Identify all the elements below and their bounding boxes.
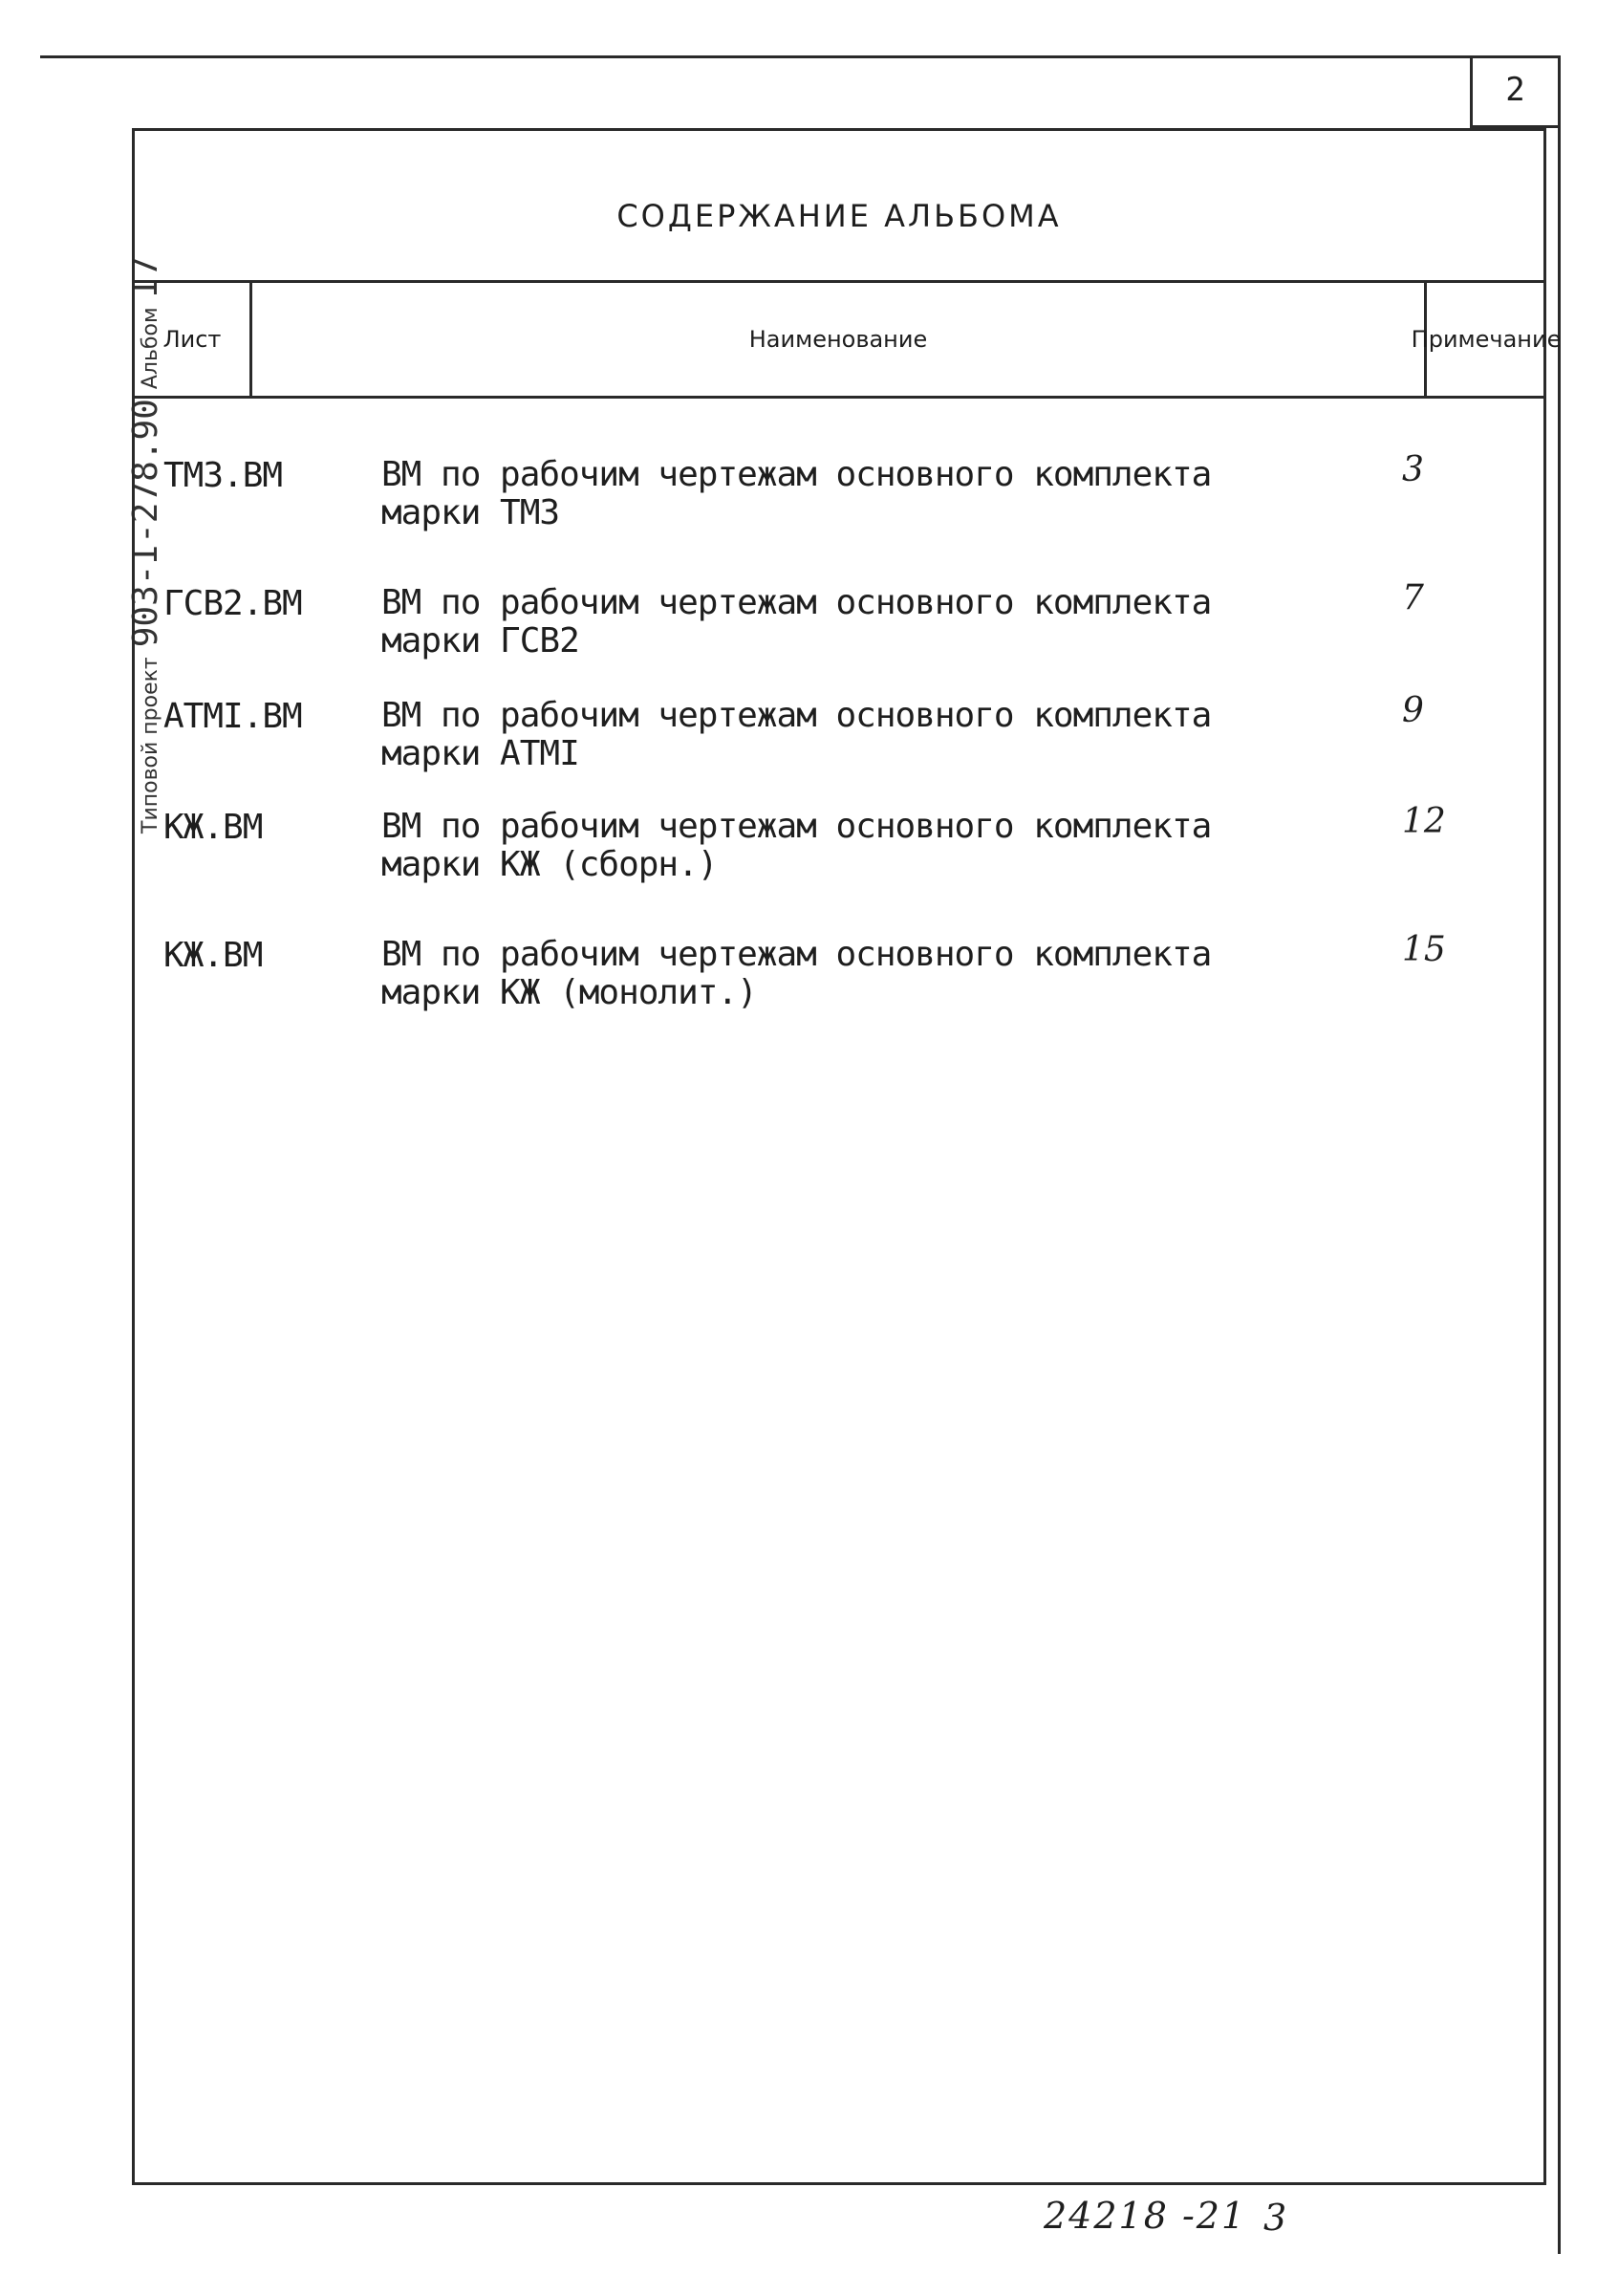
row-name [381,808,1211,884]
page-number-box [1470,55,1558,128]
side-label-album: Альбом [139,307,162,390]
page-title: СОДЕРЖАНИЕ АЛЬБОМА [616,198,1062,234]
document-page: 3 [1263,2197,1287,2239]
side-label-code: 903-I-278.90 [126,399,165,648]
row-note: 7 [1402,578,1424,617]
row-name-line1: ВМ по рабочим чертежам основного комплекта [381,935,1212,974]
row-name-line2: марки КЖ (монолит.) [381,973,757,1012]
header-note: Примечание [1411,326,1562,353]
row-name-line1: ВМ по рабочим чертежам основного комплекта [381,455,1212,494]
table-row [135,930,1543,1022]
row-name [381,456,1211,532]
row-name [381,584,1211,661]
row-name-line2: марки КЖ (сборн.) [381,845,718,884]
row-name-line1: ВМ по рабочим чертежам основного комплекта [381,696,1212,735]
row-name [381,936,1211,1012]
header-sheet: Лист [135,283,252,396]
table-row [135,450,1543,542]
top-border-line [40,55,1560,58]
row-name-line2: марки АТМI [381,734,579,773]
row-note: 12 [1402,802,1446,841]
table-row [135,802,1543,894]
document-code: 24218 -21 [1044,2195,1247,2237]
row-note: 15 [1402,930,1446,969]
header-name: Наименование [252,283,1427,396]
row-sheet: ГСВ2.ВМ [163,584,302,623]
row-name [381,697,1211,773]
document-frame [132,128,1562,2185]
row-sheet: АТМI.ВМ [163,697,302,736]
row-name-line1: ВМ по рабочим чертежам основного комплекта [381,583,1212,622]
page-number: 2 [1505,71,1525,109]
right-border-line [1558,55,1561,2254]
row-note: 9 [1402,691,1424,730]
side-label-prefix: Типовой проект [139,657,162,834]
row-sheet: ТМЗ.ВМ [163,456,283,495]
table-row [135,578,1543,670]
side-label-album-number: I7 [126,256,165,298]
row-sheet: КЖ.ВМ [163,808,263,847]
row-name-line1: ВМ по рабочим чертежам основного комплекта [381,807,1212,846]
row-name-line2: марки ТМЗ [381,493,560,532]
row-name-line2: марки ГСВ2 [381,621,579,661]
row-note: 3 [1402,450,1424,489]
table-header [135,280,1562,399]
row-sheet: КЖ.ВМ [163,936,263,975]
